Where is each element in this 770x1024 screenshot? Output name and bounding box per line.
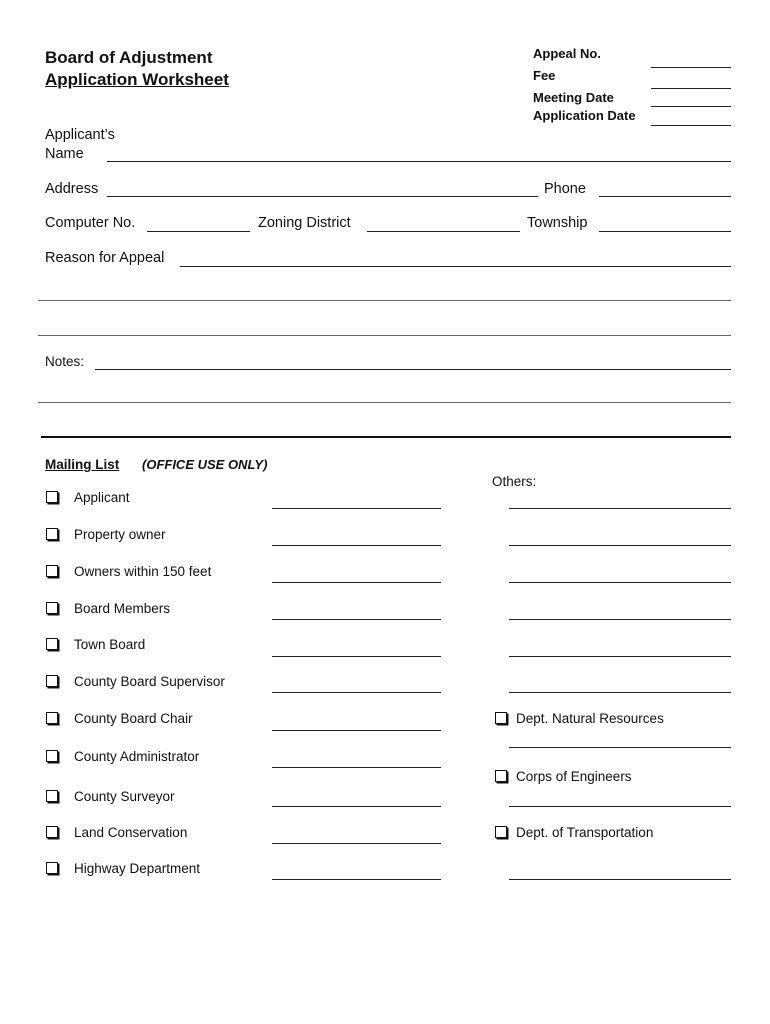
zoning-district-field[interactable] <box>367 231 520 232</box>
form-title-line1: Board of Adjustment <box>45 48 213 67</box>
checkbox-county-board-supervisor[interactable] <box>46 675 58 687</box>
mailing-item-label: Board Members <box>74 601 171 616</box>
checkbox-owners-within-150-feet[interactable] <box>46 565 58 577</box>
mailing-item-label: Town Board <box>74 637 146 652</box>
mailing-item-label: Owners within 150 feet <box>74 564 212 579</box>
others-item-label: Dept. Natural Resources <box>516 711 664 726</box>
office-use-only-label: (OFFICE USE ONLY) <box>142 457 268 472</box>
mailing-item-label: Land Conservation <box>74 825 188 840</box>
application-date-field[interactable] <box>651 125 731 126</box>
others-field-corps-of-engineers[interactable] <box>509 806 731 807</box>
mailing-item-field[interactable] <box>272 656 441 657</box>
mailing-item-field[interactable] <box>272 806 441 807</box>
computer-no-field[interactable] <box>147 231 250 232</box>
notes-label: Notes: <box>45 354 85 369</box>
reason-for-appeal-field-3[interactable] <box>38 335 731 336</box>
mailing-item-label: Highway Department <box>74 861 201 876</box>
meeting-date-label: Meeting Date <box>533 90 614 105</box>
mailing-item-label: Applicant <box>74 490 130 505</box>
phone-field[interactable] <box>599 196 731 197</box>
checkbox-corps-of-engineers[interactable] <box>495 770 507 782</box>
section-divider <box>41 436 731 438</box>
checkbox-county-board-chair[interactable] <box>46 712 58 724</box>
reason-for-appeal-label: Reason for Appeal <box>45 250 165 266</box>
meeting-date-field[interactable] <box>651 106 731 107</box>
checkbox-applicant[interactable] <box>46 491 58 503</box>
checkbox-board-members[interactable] <box>46 602 58 614</box>
mailing-item-field[interactable] <box>272 692 441 693</box>
others-field-dept-of-transportation[interactable] <box>509 879 731 880</box>
mailing-item-field[interactable] <box>272 582 441 583</box>
applicant-name-field[interactable] <box>107 161 731 162</box>
others-field-6[interactable] <box>509 692 731 693</box>
applicant-name-label-line1: Applicant’s <box>45 127 115 143</box>
others-field-2[interactable] <box>509 545 731 546</box>
others-item-label: Corps of Engineers <box>516 769 632 784</box>
township-label: Township <box>527 215 588 231</box>
checkbox-highway-department[interactable] <box>46 862 58 874</box>
reason-for-appeal-field-1[interactable] <box>180 266 731 267</box>
mailing-item-label: Property owner <box>74 527 166 542</box>
phone-label: Phone <box>544 181 586 197</box>
mailing-item-field[interactable] <box>272 767 441 768</box>
fee-field[interactable] <box>651 88 731 89</box>
notes-field-2[interactable] <box>38 402 731 403</box>
mailing-item-label: County Board Chair <box>74 711 193 726</box>
checkbox-town-board[interactable] <box>46 638 58 650</box>
township-field[interactable] <box>599 231 731 232</box>
applicant-name-label-line2: Name <box>45 146 84 162</box>
fee-label: Fee <box>533 68 556 83</box>
mailing-item-field[interactable] <box>272 508 441 509</box>
appeal-no-field[interactable] <box>651 67 731 68</box>
checkbox-dept-of-transportation[interactable] <box>495 826 507 838</box>
address-label: Address <box>45 181 99 197</box>
mailing-item-field[interactable] <box>272 730 441 731</box>
mailing-item-label: County Surveyor <box>74 789 175 804</box>
zoning-district-label: Zoning District <box>258 215 351 231</box>
mailing-item-field[interactable] <box>272 619 441 620</box>
others-item-label: Dept. of Transportation <box>516 825 654 840</box>
mailing-item-label: County Administrator <box>74 749 200 764</box>
form-title-line2: Application Worksheet <box>45 70 229 89</box>
checkbox-dept-natural-resources[interactable] <box>495 712 507 724</box>
checkbox-county-surveyor[interactable] <box>46 790 58 802</box>
checkbox-county-administrator[interactable] <box>46 750 58 762</box>
mailing-item-label: County Board Supervisor <box>74 674 225 689</box>
others-label: Others: <box>492 474 537 489</box>
address-field[interactable] <box>107 196 538 197</box>
others-field-1[interactable] <box>509 508 731 509</box>
others-field-5[interactable] <box>509 656 731 657</box>
application-date-label: Application Date <box>533 108 636 123</box>
others-field-3[interactable] <box>509 582 731 583</box>
notes-field-1[interactable] <box>95 369 731 370</box>
mailing-item-field[interactable] <box>272 843 441 844</box>
checkbox-property-owner[interactable] <box>46 528 58 540</box>
others-field-4[interactable] <box>509 619 731 620</box>
appeal-no-label: Appeal No. <box>533 46 601 61</box>
computer-no-label: Computer No. <box>45 215 136 231</box>
mailing-list-heading: Mailing List <box>45 457 120 472</box>
reason-for-appeal-field-2[interactable] <box>38 300 731 301</box>
mailing-item-field[interactable] <box>272 545 441 546</box>
checkbox-land-conservation[interactable] <box>46 826 58 838</box>
others-field-dept-natural-resources[interactable] <box>509 747 731 748</box>
mailing-item-field[interactable] <box>272 879 441 880</box>
